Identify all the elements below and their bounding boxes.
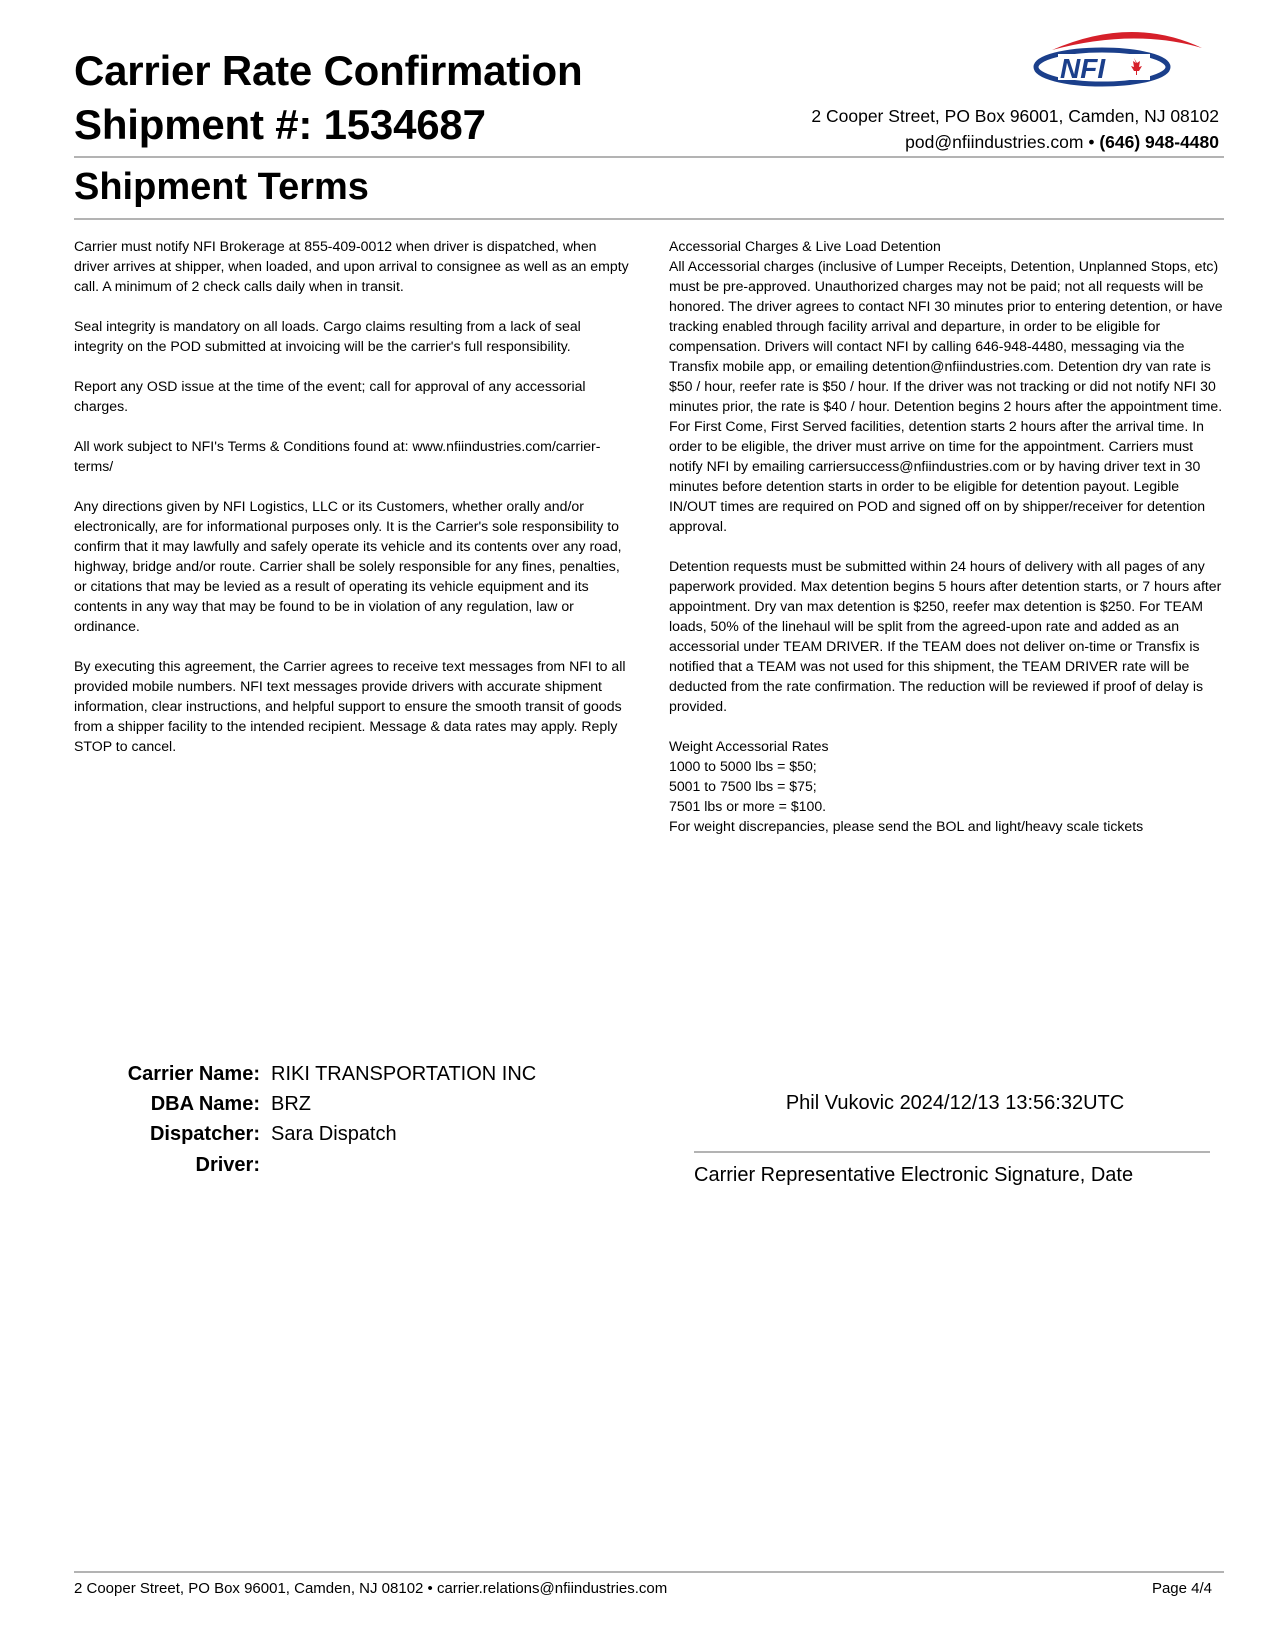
term-paragraph: Carrier must notify NFI Brokerage at 855-409-0012 when driver is dispatched, when driver arrives at shipper, when loaded, and upon arrival to consignee as well as an empty call. A minimum of 2 check calls daily when in transit. xyxy=(74,238,629,294)
header-phone: (646) 948-4480 xyxy=(1099,132,1219,152)
dba-name-value: BRZ xyxy=(271,1093,311,1115)
nfi-logo-text: NFI xyxy=(1060,53,1106,84)
signature-caption: Carrier Representative Electronic Signature, Date xyxy=(694,1164,1134,1186)
accessorial-heading: Accessorial Charges & Live Load Detention xyxy=(669,238,941,254)
shipment-number: Shipment #: 1534687 xyxy=(74,101,486,148)
carrier-name-value: RIKI TRANSPORTATION INC xyxy=(271,1063,537,1085)
weight-rate-item: 5001 to 7500 lbs = $75; xyxy=(669,778,817,794)
weight-rate-item: 1000 to 5000 lbs = $50; xyxy=(669,758,817,774)
electronic-signature: Phil Vukovic 2024/12/13 13:56:32UTC xyxy=(785,1092,1125,1114)
term-paragraph: Report any OSD issue at the time of the event; call for approval of any accessorial charges. xyxy=(74,378,586,414)
page-number: Page 4/4 xyxy=(1151,1580,1212,1597)
footer-address: 2 Cooper Street, PO Box 96001, Camden, NJ 08102 • carrier.relations@nfiindustries.com xyxy=(74,1580,668,1597)
weight-rate-item: 7501 lbs or more = $100. xyxy=(669,798,827,814)
contact-separator: • xyxy=(1088,132,1095,152)
section-divider xyxy=(74,218,1224,220)
dispatcher-value: Sara Dispatch xyxy=(271,1123,397,1145)
dispatcher-label: Dispatcher: xyxy=(149,1123,260,1145)
term-paragraph: Seal integrity is mandatory on all loads. Cargo claims resulting from a lack of seal integrity on the POD submitted at invoicing will be the carrier's full responsibility. xyxy=(74,318,581,354)
driver-label: Driver: xyxy=(195,1154,260,1176)
section-title: Shipment Terms xyxy=(74,166,369,208)
footer-divider xyxy=(74,1571,1224,1573)
weight-heading: Weight Accessorial Rates xyxy=(669,738,829,754)
detention-paragraph: Detention requests must be submitted within 24 hours of delivery with all pages of any paperwork provided. Max detention begins 5 hours after detention starts, or 7 hours after appointment. Dry van max detention is $250, reefer max detention is $250. For TEAM loads, 50% of the linehaul will be split from the agreed-upon rate and added as an accessorial under TEAM DRIVER. If the TEAM does not deliver on-time or Transfix is notified that a TEAM was not used for this shipment, the TEAM DRIVER rate will be deducted from the rate confirmation. The reduction will be reviewed if proof of delay is provided. xyxy=(669,558,1222,714)
accessorial-paragraph: All Accessorial charges (inclusive of Lumper Receipts, Detention, Unplanned Stops, etc) must be pre-approved. Unauthorized charges may not be paid; not all requests will be honored. The driver agrees to contact NFI 30 minutes prior to entering detention, or have tracking enabled through facility arrival and departure, in order to be eligible for compensation. Drivers will contact NFI by calling 646-948-4480, messaging via the Transfix mobile app, or emailing detention@nfiindustries.com. Detention dry van rate is $50 / hour, reefer rate is $50 / hour. If the driver was not tracking or did not notify NFI 30 minutes prior, the rate is $40 / hour. Detention begins 2 hours after the appointment time. For First Come, First Served facilities, detention starts 2 hours after the arrival time. In order to be eligible, the driver must arrive on time for the appointment. Carriers must notify NFI by emailing carriersuccess@nfiindustries.com or by having driver text in 30 minutes before detention starts in order to be eligible for detention payout. Legible IN/OUT times are required on POD and signed off on by shipper/receiver for detention approval. xyxy=(669,258,1223,534)
weight-note: For weight discrepancies, please send the BOL and light/heavy scale tickets xyxy=(669,818,1144,834)
header-address: 2 Cooper Street, PO Box 96001, Camden, NJ 08102 xyxy=(811,106,1219,126)
terms-left-column xyxy=(74,236,634,776)
header-contact xyxy=(905,134,1219,152)
dba-name-label: DBA Name: xyxy=(150,1093,260,1115)
document-title: Carrier Rate Confirmation xyxy=(74,47,583,94)
term-paragraph: All work subject to NFI's Terms & Conditions found at: www.nfiindustries.com/carrier-terms/ xyxy=(74,438,601,474)
header-email[interactable]: pod@nfiindustries.com xyxy=(905,132,1084,152)
carrier-name-label: Carrier Name: xyxy=(127,1063,260,1085)
term-paragraph: By executing this agreement, the Carrier agrees to receive text messages from NFI to all provided mobile numbers. NFI text messages provide drivers with accurate shipment information, clear instructions, and helpful support to ensure the smooth transit of goods from a shipper facility to the intended recipient. Message & data rates may apply. Reply STOP to cancel. xyxy=(74,658,626,754)
signature-line xyxy=(694,1151,1210,1153)
terms-right-column xyxy=(669,236,1229,836)
term-paragraph: Any directions given by NFI Logistics, LLC or its Customers, whether orally and/or electronically, are for informational purposes only. It is the Carrier's sole responsibility to confirm that it may lawfully and safely operate its vehicle and its contents over any road, highway, bridge and/or route. Carrier shall be solely responsible for any fines, penalties, or citations that may be levied as a result of operating its vehicle equipment and its contents in any way that may be found to be in violation of any regulation, law or ordinance. xyxy=(74,498,622,634)
header-divider xyxy=(74,156,1224,158)
nfi-logo xyxy=(1022,20,1222,102)
